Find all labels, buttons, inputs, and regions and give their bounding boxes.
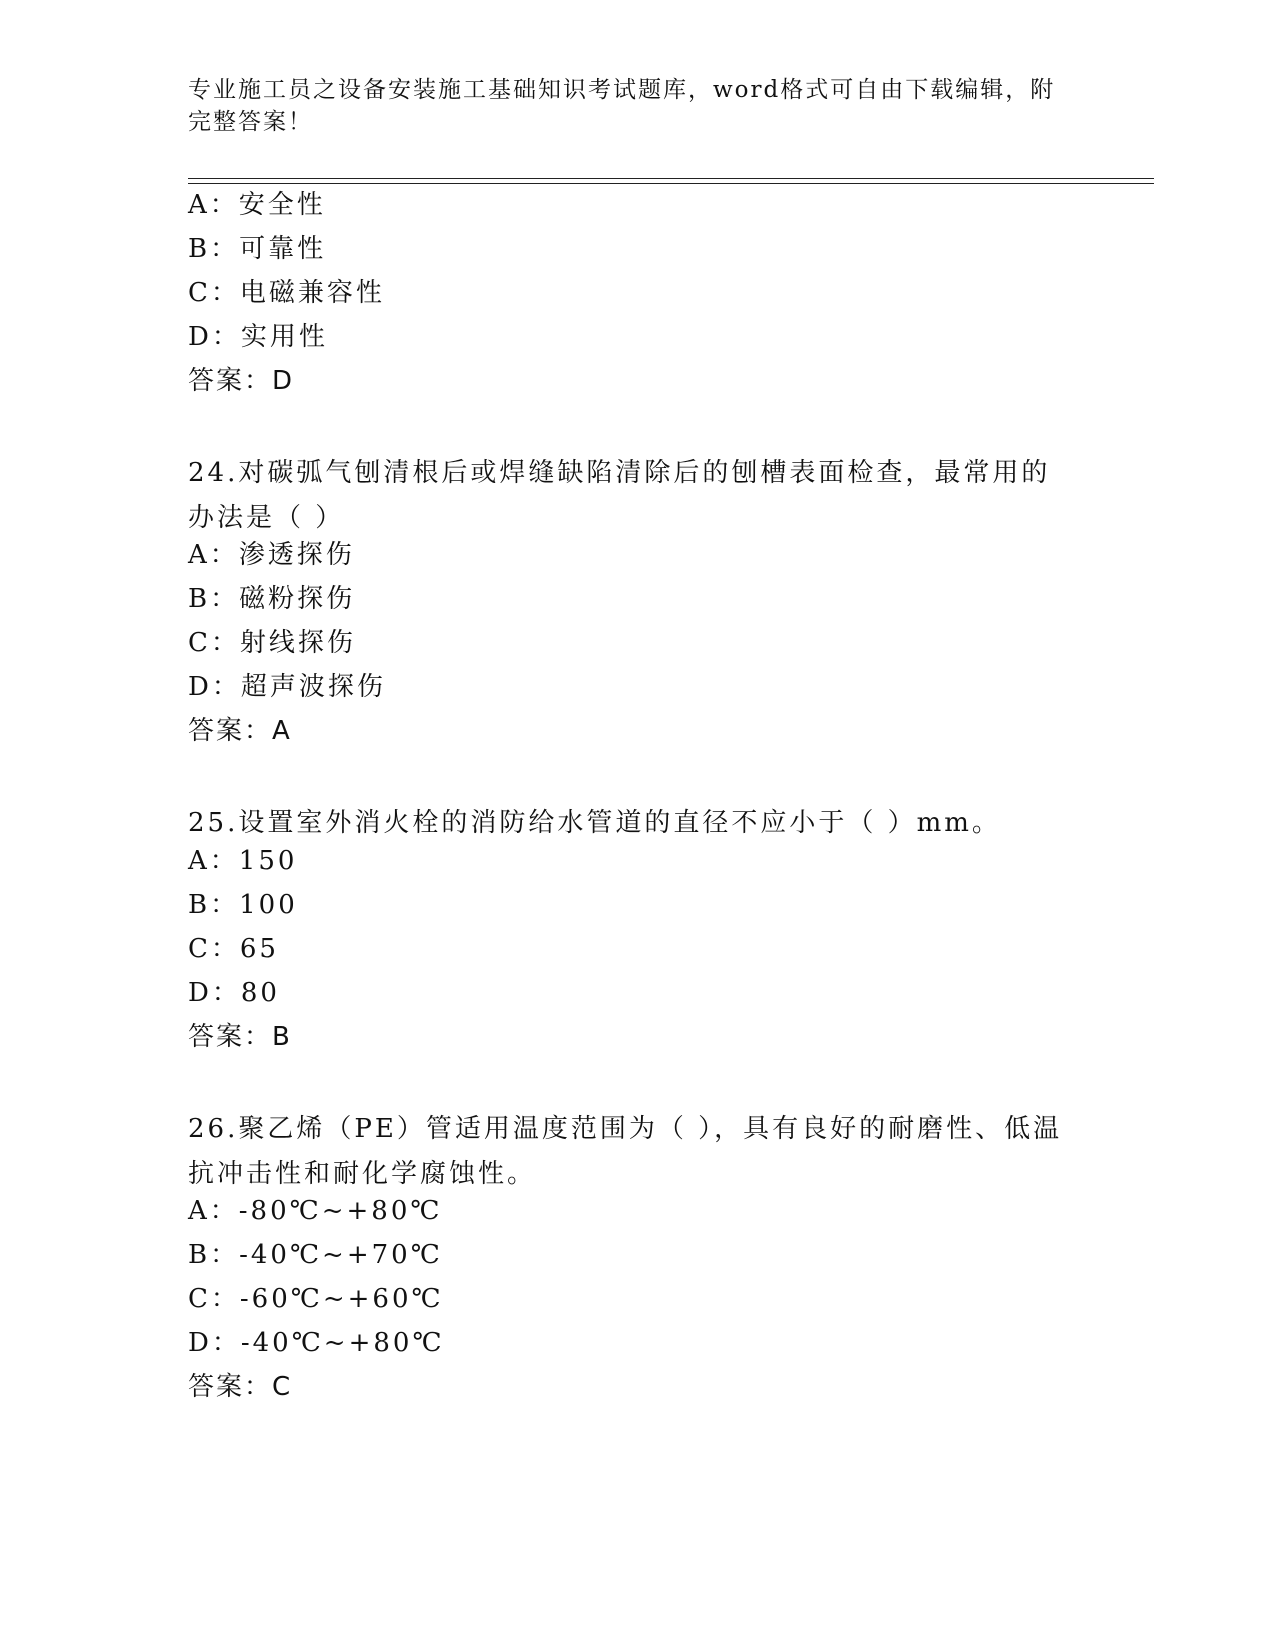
q24-option-c: C：射线探伤: [188, 628, 356, 658]
q23-option-b: B：可靠性: [188, 234, 327, 264]
q26-option-d: D：-40℃~+80℃: [188, 1328, 445, 1358]
q25-option-c: C：65: [188, 934, 279, 964]
q23-option-d: D：实用性: [188, 322, 328, 352]
q26-option-a: A：-80℃~+80℃: [188, 1196, 443, 1226]
q23-option-c: C：电磁兼容性: [188, 278, 385, 308]
q24-option-b: B：磁粉探伤: [188, 584, 356, 614]
q25-option-d: D：80: [188, 978, 280, 1008]
q25-option-a: A：150: [188, 846, 298, 876]
q26-answer: 答案：C: [188, 1372, 293, 1402]
q23-option-a: A：安全性: [188, 190, 326, 220]
q24-option-a: A：渗透探伤: [188, 540, 355, 570]
q25-question: 25.设置室外消火栓的消防给水管道的直径不应小于（ ）mm。: [188, 808, 1001, 838]
q23-answer: 答案：D: [188, 366, 295, 396]
header-divider-bottom: [188, 183, 1154, 184]
q26-option-b: B：-40℃~+70℃: [188, 1240, 443, 1270]
q25-option-b: B：100: [188, 890, 298, 920]
q25-answer: 答案：B: [188, 1022, 292, 1052]
q24-question: 24.对碳弧气刨清根后或焊缝缺陷清除后的刨槽表面检查，最常用的办法是（ ）: [188, 458, 1051, 533]
q26-option-c: C：-60℃~+60℃: [188, 1284, 444, 1314]
document-header: 专业施工员之设备安装施工基础知识考试题库，word格式可自由下载编辑，附完整答案！: [188, 77, 1056, 135]
header-divider-top: [188, 178, 1154, 179]
q26-question: 26.聚乙烯（PE）管适用温度范围为（ ），具有良好的耐磨性、低温抗冲击性和耐化学腐蚀性。: [188, 1114, 1063, 1189]
q24-answer: 答案：A: [188, 716, 292, 746]
q24-option-d: D：超声波探伤: [188, 672, 386, 702]
